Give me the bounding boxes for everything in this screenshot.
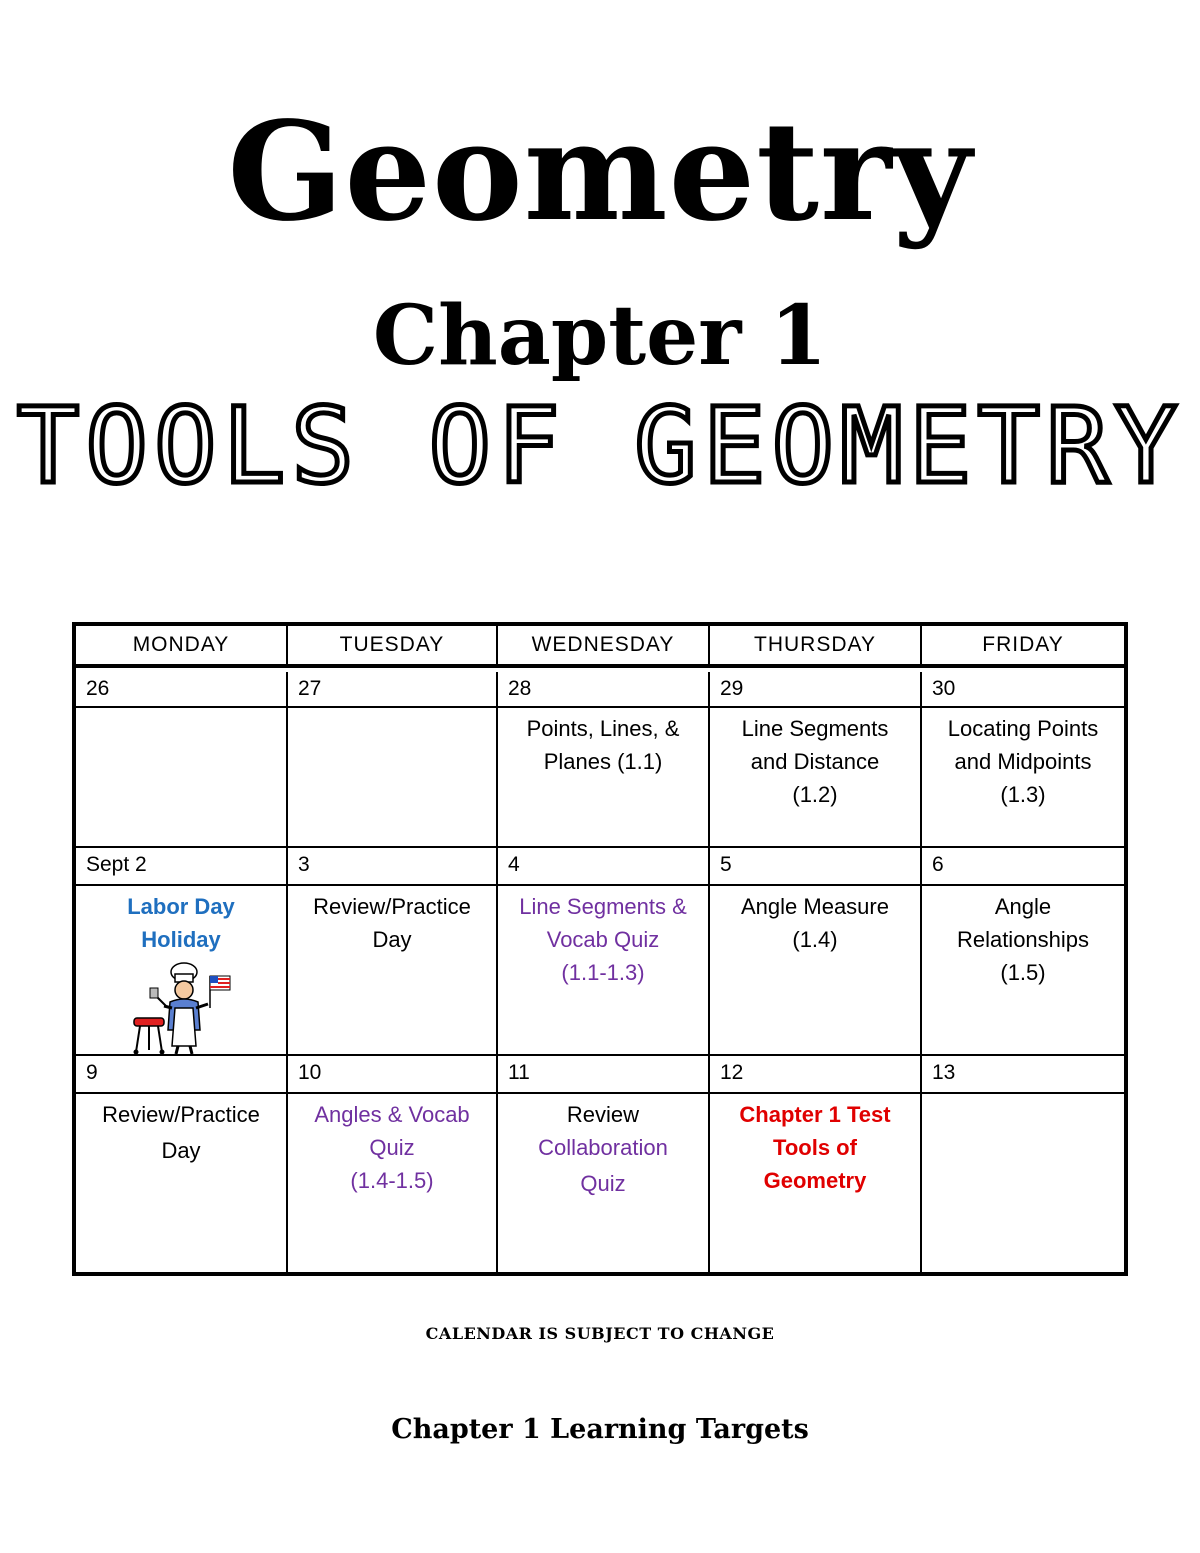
entry-line: Angle Measure xyxy=(741,894,889,919)
date-cell: 30 xyxy=(922,672,1124,708)
quiz-line: Quiz xyxy=(369,1135,415,1160)
entry-cell xyxy=(76,708,288,848)
entry-cell xyxy=(922,708,1124,848)
entry-line: Review/Practice xyxy=(102,1102,260,1127)
date-cell: 26 xyxy=(76,672,288,708)
quiz-line: (1.4-1.5) xyxy=(350,1168,434,1193)
entry-cell xyxy=(76,1094,288,1272)
date-cell: 13 xyxy=(922,1056,1124,1094)
quiz-line: Quiz xyxy=(580,1171,626,1196)
entry-line: Review/Practice xyxy=(313,894,471,919)
entry-cell xyxy=(922,886,1124,1056)
entry-line: Points, Lines, & xyxy=(526,716,680,741)
entry-line: (1.2) xyxy=(792,782,838,807)
title-chapter: Chapter 1 xyxy=(372,288,828,384)
entry-line: Line Segments xyxy=(741,716,889,741)
entry-cell xyxy=(498,886,710,1056)
entry-cell xyxy=(498,708,710,848)
entry-cell xyxy=(288,1094,498,1272)
entry-line: (1.4) xyxy=(792,927,838,952)
entry-line: Day xyxy=(161,1138,201,1163)
calendar xyxy=(72,622,1128,1276)
entry-cell xyxy=(288,708,498,848)
entry-line: Angle xyxy=(994,894,1052,919)
entry-line: Locating Points xyxy=(947,716,1099,741)
entry-line: and Distance xyxy=(750,749,880,774)
entry-line: Planes (1.1) xyxy=(543,749,663,774)
date-cell: 5 xyxy=(710,848,922,886)
entry-cell xyxy=(710,708,922,848)
entry-line: (1.5) xyxy=(1000,960,1046,985)
date-cell: 29 xyxy=(710,672,922,708)
entry-line: (1.3) xyxy=(1000,782,1046,807)
holiday-line: Holiday xyxy=(141,927,221,952)
entry-cell xyxy=(710,1094,922,1272)
day-header-monday: MONDAY xyxy=(76,626,288,668)
date-cell: 9 xyxy=(76,1056,288,1094)
title-tools-of-geometry: TOOLS OF GEOMETRY xyxy=(16,385,1184,507)
title-geometry: Geometry xyxy=(227,92,973,252)
day-header-tuesday: TUESDAY xyxy=(288,626,498,668)
date-cell: 28 xyxy=(498,672,710,708)
date-cell: 3 xyxy=(288,848,498,886)
learning-targets-heading: Chapter 1 Learning Targets xyxy=(391,1414,809,1445)
entry-cell xyxy=(498,1094,710,1272)
chef-bbq-icon xyxy=(126,960,236,1056)
date-cell: 6 xyxy=(922,848,1124,886)
date-cell: 10 xyxy=(288,1056,498,1094)
calendar-grid xyxy=(76,626,1124,1272)
entry-cell xyxy=(922,1094,1124,1272)
entry-line: and Midpoints xyxy=(954,749,1092,774)
test-line: Chapter 1 Test xyxy=(739,1102,891,1127)
test-line: Geometry xyxy=(763,1168,867,1193)
date-cell: 4 xyxy=(498,848,710,886)
entry-cell xyxy=(710,886,922,1056)
day-header-thursday: THURSDAY xyxy=(710,626,922,668)
entry-line: Review xyxy=(566,1102,640,1127)
date-cell: 27 xyxy=(288,672,498,708)
day-header-friday: FRIDAY xyxy=(922,626,1124,668)
quiz-line: Vocab Quiz xyxy=(546,927,660,952)
quiz-line: Collaboration xyxy=(538,1135,668,1160)
entry-cell xyxy=(76,886,288,1056)
date-cell: 12 xyxy=(710,1056,922,1094)
quiz-line: Line Segments & xyxy=(519,894,687,919)
quiz-line: (1.1-1.3) xyxy=(561,960,645,985)
test-line: Tools of xyxy=(773,1135,857,1160)
day-header-wednesday: WEDNESDAY xyxy=(498,626,710,668)
entry-line: Day xyxy=(372,927,412,952)
calendar-notice: CALENDAR IS SUBJECT TO CHANGE xyxy=(425,1324,775,1343)
date-cell: Sept 2 xyxy=(76,848,288,886)
entry-cell xyxy=(288,886,498,1056)
quiz-line: Angles & Vocab xyxy=(314,1102,470,1127)
date-cell: 11 xyxy=(498,1056,710,1094)
entry-line: Relationships xyxy=(956,927,1090,952)
holiday-line: Labor Day xyxy=(127,894,235,919)
